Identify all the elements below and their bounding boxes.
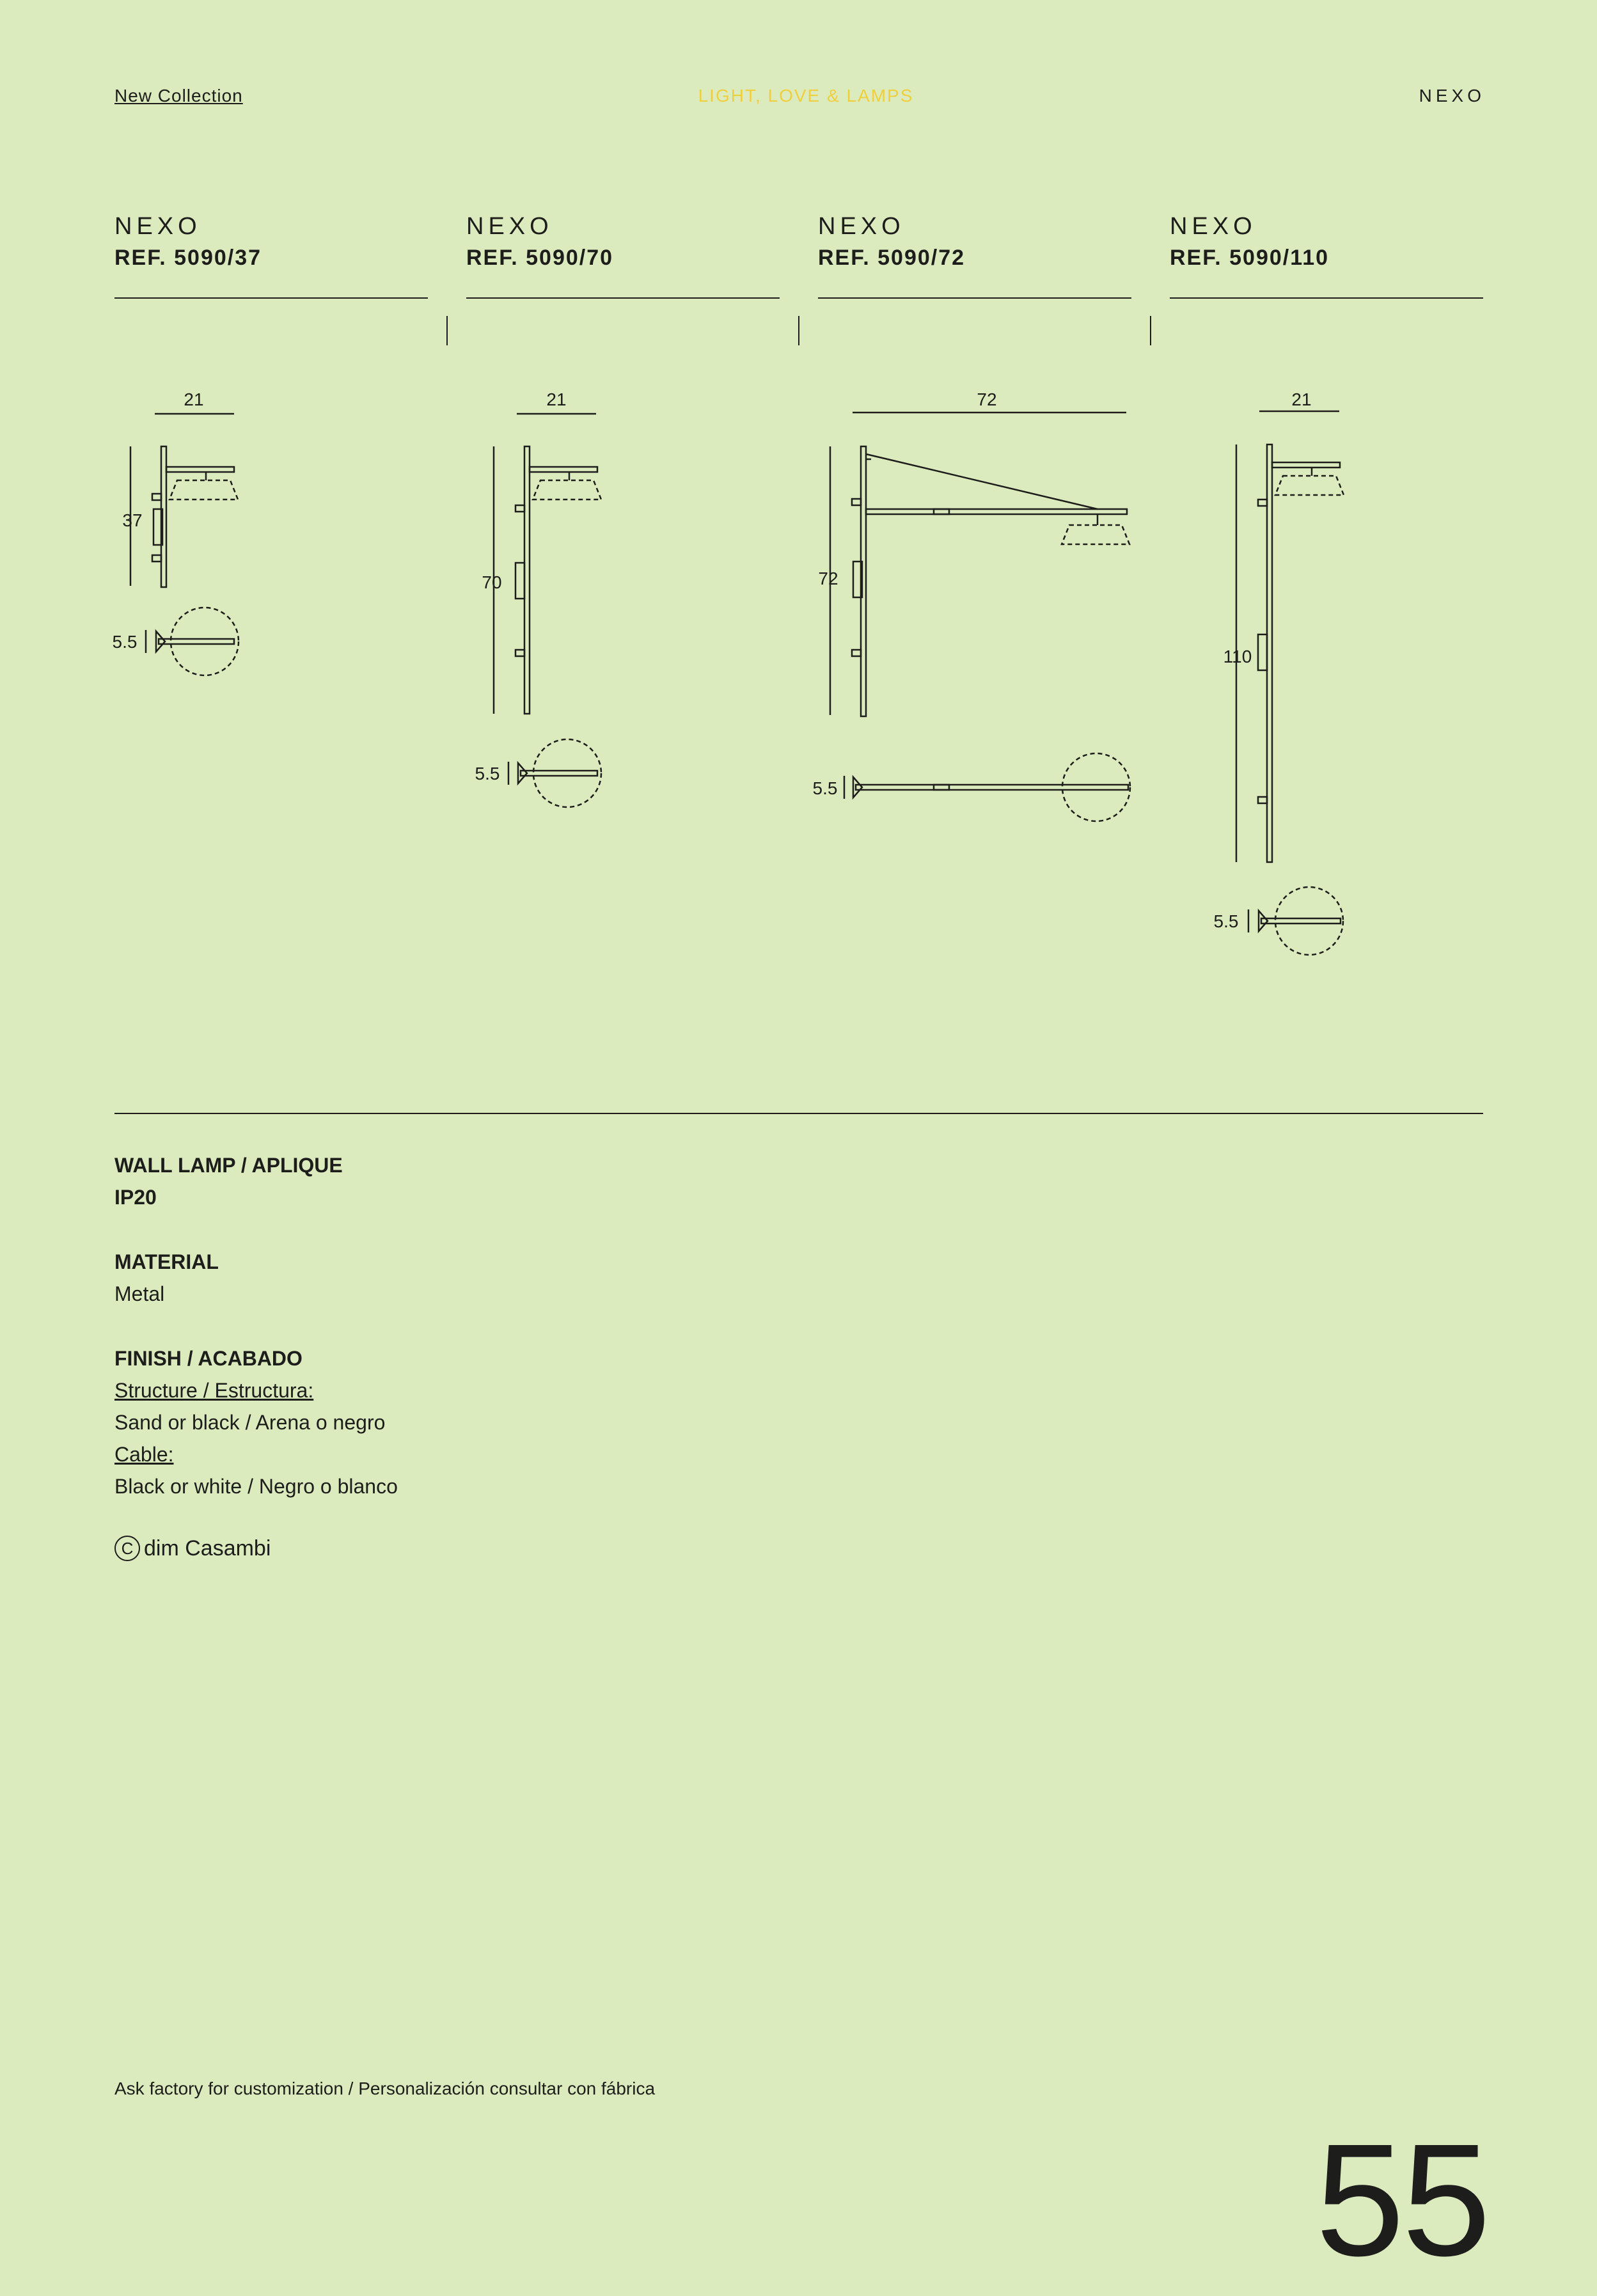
dim-width: 21	[1291, 389, 1312, 409]
header-tagline: LIGHT, LOVE & LAMPS	[698, 86, 914, 106]
cable-label: Cable:	[114, 1443, 174, 1466]
model-ref: REF. 5090/72	[818, 246, 966, 270]
cable-value: Black or white / Negro o blanco	[114, 1475, 398, 1498]
copyright-circle-icon: C	[114, 1536, 140, 1561]
drawing-model-2	[475, 389, 601, 807]
dim-height: 37	[122, 510, 143, 530]
casambi-control	[114, 1532, 271, 1564]
model-ref: REF. 5090/110	[1170, 246, 1330, 270]
drawing-model-4	[1214, 389, 1344, 955]
drawing-model-1	[113, 389, 239, 675]
dim-depth: 5.5	[475, 764, 500, 783]
dim-width: 72	[977, 389, 997, 409]
model-name: NEXO	[114, 213, 201, 240]
model-name: NEXO	[466, 213, 553, 240]
material-value: Metal	[114, 1282, 165, 1305]
dim-height: 70	[482, 572, 502, 592]
dim-depth: 5.5	[812, 778, 838, 798]
model-name: NEXO	[1170, 213, 1257, 240]
dim-depth: 5.5	[1213, 911, 1239, 931]
structure-value: Sand or black / Arena o negro	[114, 1411, 386, 1434]
drawing-model-3	[813, 389, 1130, 821]
model-ref: REF. 5090/37	[114, 246, 262, 270]
structure-label: Structure / Estructura:	[114, 1379, 314, 1402]
footer-note: Ask factory for customization / Personalización consultar con fábrica	[114, 2079, 656, 2098]
dim-height: 110	[1223, 647, 1252, 666]
dim-width: 21	[546, 389, 567, 409]
dim-width: 21	[184, 389, 204, 409]
header-collection-link[interactable]: New Collection	[114, 86, 243, 106]
product-type: WALL LAMP / APLIQUE	[114, 1154, 343, 1177]
section-divider	[114, 1113, 1483, 1114]
page-number: 55	[1315, 2111, 1488, 2289]
model-ref: REF. 5090/70	[466, 246, 614, 270]
technical-drawings	[0, 0, 1597, 1023]
model-name: NEXO	[818, 213, 905, 240]
dim-depth: 5.5	[112, 632, 138, 652]
header-product-name: NEXO	[1419, 86, 1485, 106]
ip-rating: IP20	[114, 1186, 157, 1209]
casambi-label: dim Casambi	[144, 1536, 271, 1561]
finish-title: FINISH / ACABADO	[114, 1347, 303, 1370]
material-title: MATERIAL	[114, 1250, 219, 1273]
dim-height: 72	[818, 569, 838, 588]
